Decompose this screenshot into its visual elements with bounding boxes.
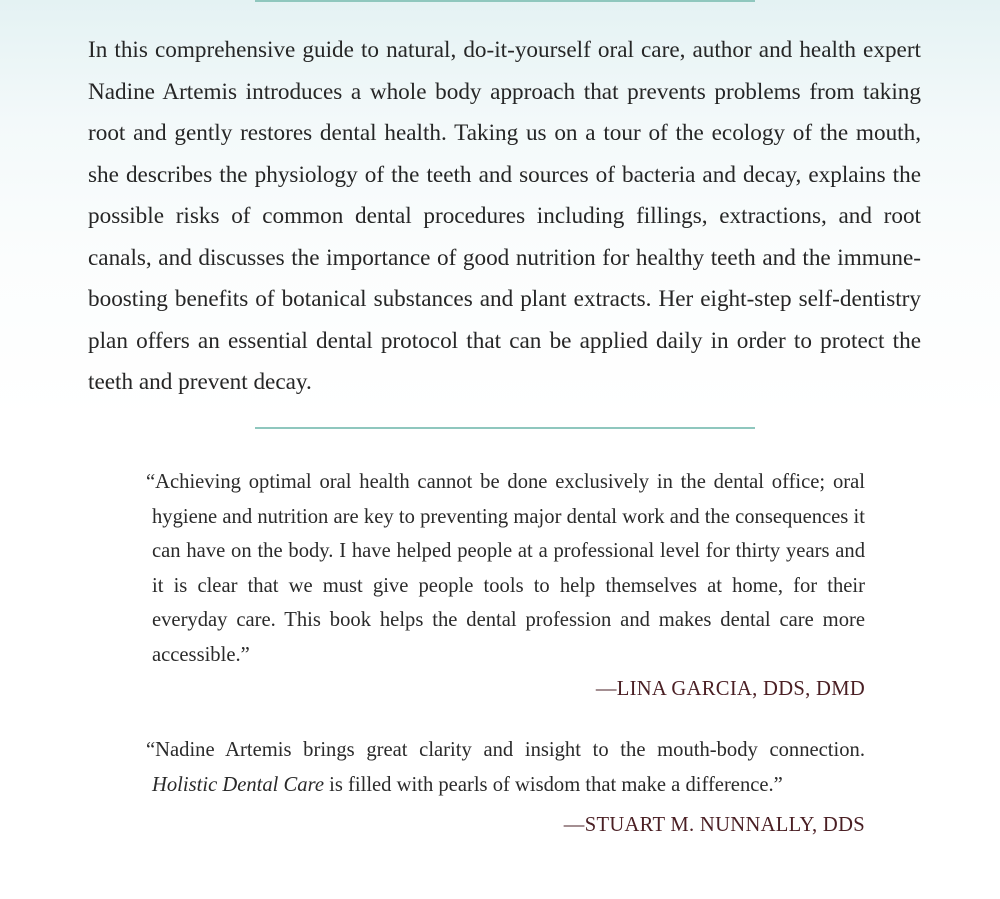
endorsement-nunnally [146, 733, 865, 843]
middle-divider [255, 427, 755, 429]
quote-text-after: is filled with pearls of wisdom that make a difference.” [323, 773, 783, 796]
book-title: Holistic Dental Care [152, 773, 324, 796]
endorsement-quote: “Achieving optimal oral health cannot be done exclusively in the dental office; oral hygiene and nutrition are key to preventing major dental work and the consequences it can have on the body. I have helped people at a professional level for thirty years and it is clear that we must give people tools to help themselves at home, for their everyday care. This book helps the dental profession and makes dental care more accessible.” [146, 471, 865, 666]
book-description: In this comprehensive guide to natural, do-it-yourself oral care, author and health expert Nadine Artemis introduces a whole body approach that prevents problems from taking root and gently restores dental health. Taking us on a tour of the ecology of the mouth, she describes the physiology of the teeth and sources of bacteria and decay, explains the possible risks of common dental procedures including fillings, extractions, and root canals, and discusses the importance of good nutrition for healthy teeth and the immune-boosting benefits of botanical substances and plant extracts. Her eight-step self-dentistry plan offers an essential dental protocol that can be applied daily in order to protect the teeth and prevent decay. [88, 37, 921, 395]
endorsement-attribution: —LINA GARCIA, DDS, DMD [595, 678, 865, 700]
endorsement-attribution: —STUART M. NUNNALLY, DDS [563, 814, 865, 836]
top-divider [255, 0, 755, 2]
quote-text-before: “Nadine Artemis brings great clarity and insight to the mouth-body connection. [146, 739, 865, 761]
endorsement-quote [146, 733, 865, 802]
endorsement-garcia [146, 465, 865, 707]
